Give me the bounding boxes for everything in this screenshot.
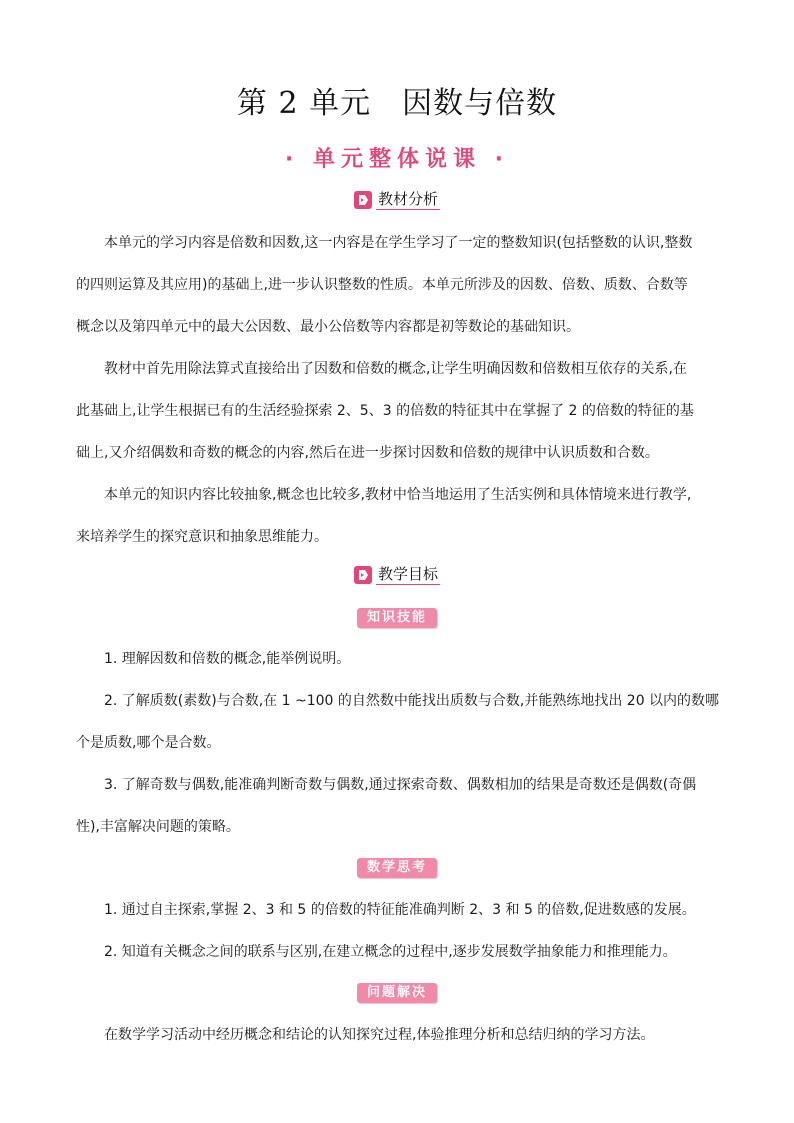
analysis-paragraph-3 — [76, 474, 722, 558]
text-line: 的四则运算及其应用)的基础上,进一步认识整数的性质。本单元所涉及的因数、倍数、质数、合数等 — [76, 277, 688, 293]
knowledge-item-3 — [76, 764, 722, 848]
text-line: 础上,又介绍偶数和奇数的概念的内容,然后在进一步探讨因数和倍数的规律中认识质数和合数。 — [76, 445, 659, 461]
text-line: 性),丰富解决问题的策略。 — [76, 819, 240, 835]
text-line: 此基础上,让学生根据已有的生活经验探索 2、5、3 的倍数的特征其中在掌握了 2 的倍数的特征的基 — [76, 403, 694, 419]
bookmark-arrow-icon — [354, 566, 372, 584]
text-line: 2. 知道有关概念之间的联系与区别,在建立概念的过程中,逐步发展数学抽象能力和推理能力。 — [76, 944, 677, 960]
badge-problem — [0, 983, 794, 1003]
text-line: 1. 通过自主探索,掌握 2、3 和 5 的倍数的特征能准确判断 2、3 和 5 的倍数,促进数感的发展。 — [76, 902, 696, 918]
section-title: 教材分析 — [377, 190, 438, 208]
text-line: 3. 了解奇数与偶数,能准确判断奇数与偶数,通过探索奇数、偶数相加的结果是奇数还是偶数(奇偶 — [76, 777, 697, 793]
knowledge-item-1 — [76, 638, 722, 680]
text-line: 本单元的知识内容比较抽象,概念也比较多,教材中恰当地运用了生活实例和具体情境来进行教学, — [76, 487, 692, 503]
text-line: 教材中首先用除法算式直接给出了因数和倍数的概念,让学生明确因数和倍数相互依存的关系,在 — [76, 361, 687, 377]
badge-label: 数学思考 — [357, 858, 437, 878]
badge-knowledge — [0, 608, 794, 628]
bookmark-arrow-icon — [354, 191, 372, 209]
knowledge-item-2 — [76, 680, 722, 764]
badge-thinking — [0, 858, 794, 878]
analysis-paragraph-2 — [76, 348, 722, 474]
badge-label: 知识技能 — [357, 608, 437, 628]
section-title: 教学目标 — [377, 565, 438, 583]
problem-items — [76, 1014, 722, 1056]
text-line: 1. 理解因数和倍数的概念,能举例说明。 — [76, 651, 351, 667]
text-line: 在数学学习活动中经历概念和结论的认知探究过程,体验推理分析和总结归纳的学习方法。 — [76, 1027, 655, 1043]
text-line: 2. 了解质数(素数)与合数,在 1 ~100 的自然数中能找出质数与合数,并能熟练地找出 20 以内的数哪 — [76, 693, 720, 709]
text-line: 个是质数,哪个是合数。 — [76, 735, 221, 751]
section-heading-goals — [0, 565, 794, 585]
page-title: 第 2 单元 因数与倍数 — [236, 86, 558, 121]
text-line: 来培养学生的探究意识和抽象思维能力。 — [76, 529, 328, 545]
section-heading-analysis — [0, 190, 794, 210]
unit-subtitle: · 单元整体说课 · — [284, 147, 510, 172]
text-line: 概念以及第四单元中的最大公因数、最小公倍数等内容都是初等数论的基础知识。 — [76, 319, 580, 335]
analysis-paragraph-1 — [76, 222, 722, 348]
badge-label: 问题解决 — [357, 983, 437, 1003]
thinking-items — [76, 889, 722, 973]
text-line: 本单元的学习内容是倍数和因数,这一内容是在学生学习了一定的整数知识(包括整数的认识,整数 — [76, 235, 693, 251]
